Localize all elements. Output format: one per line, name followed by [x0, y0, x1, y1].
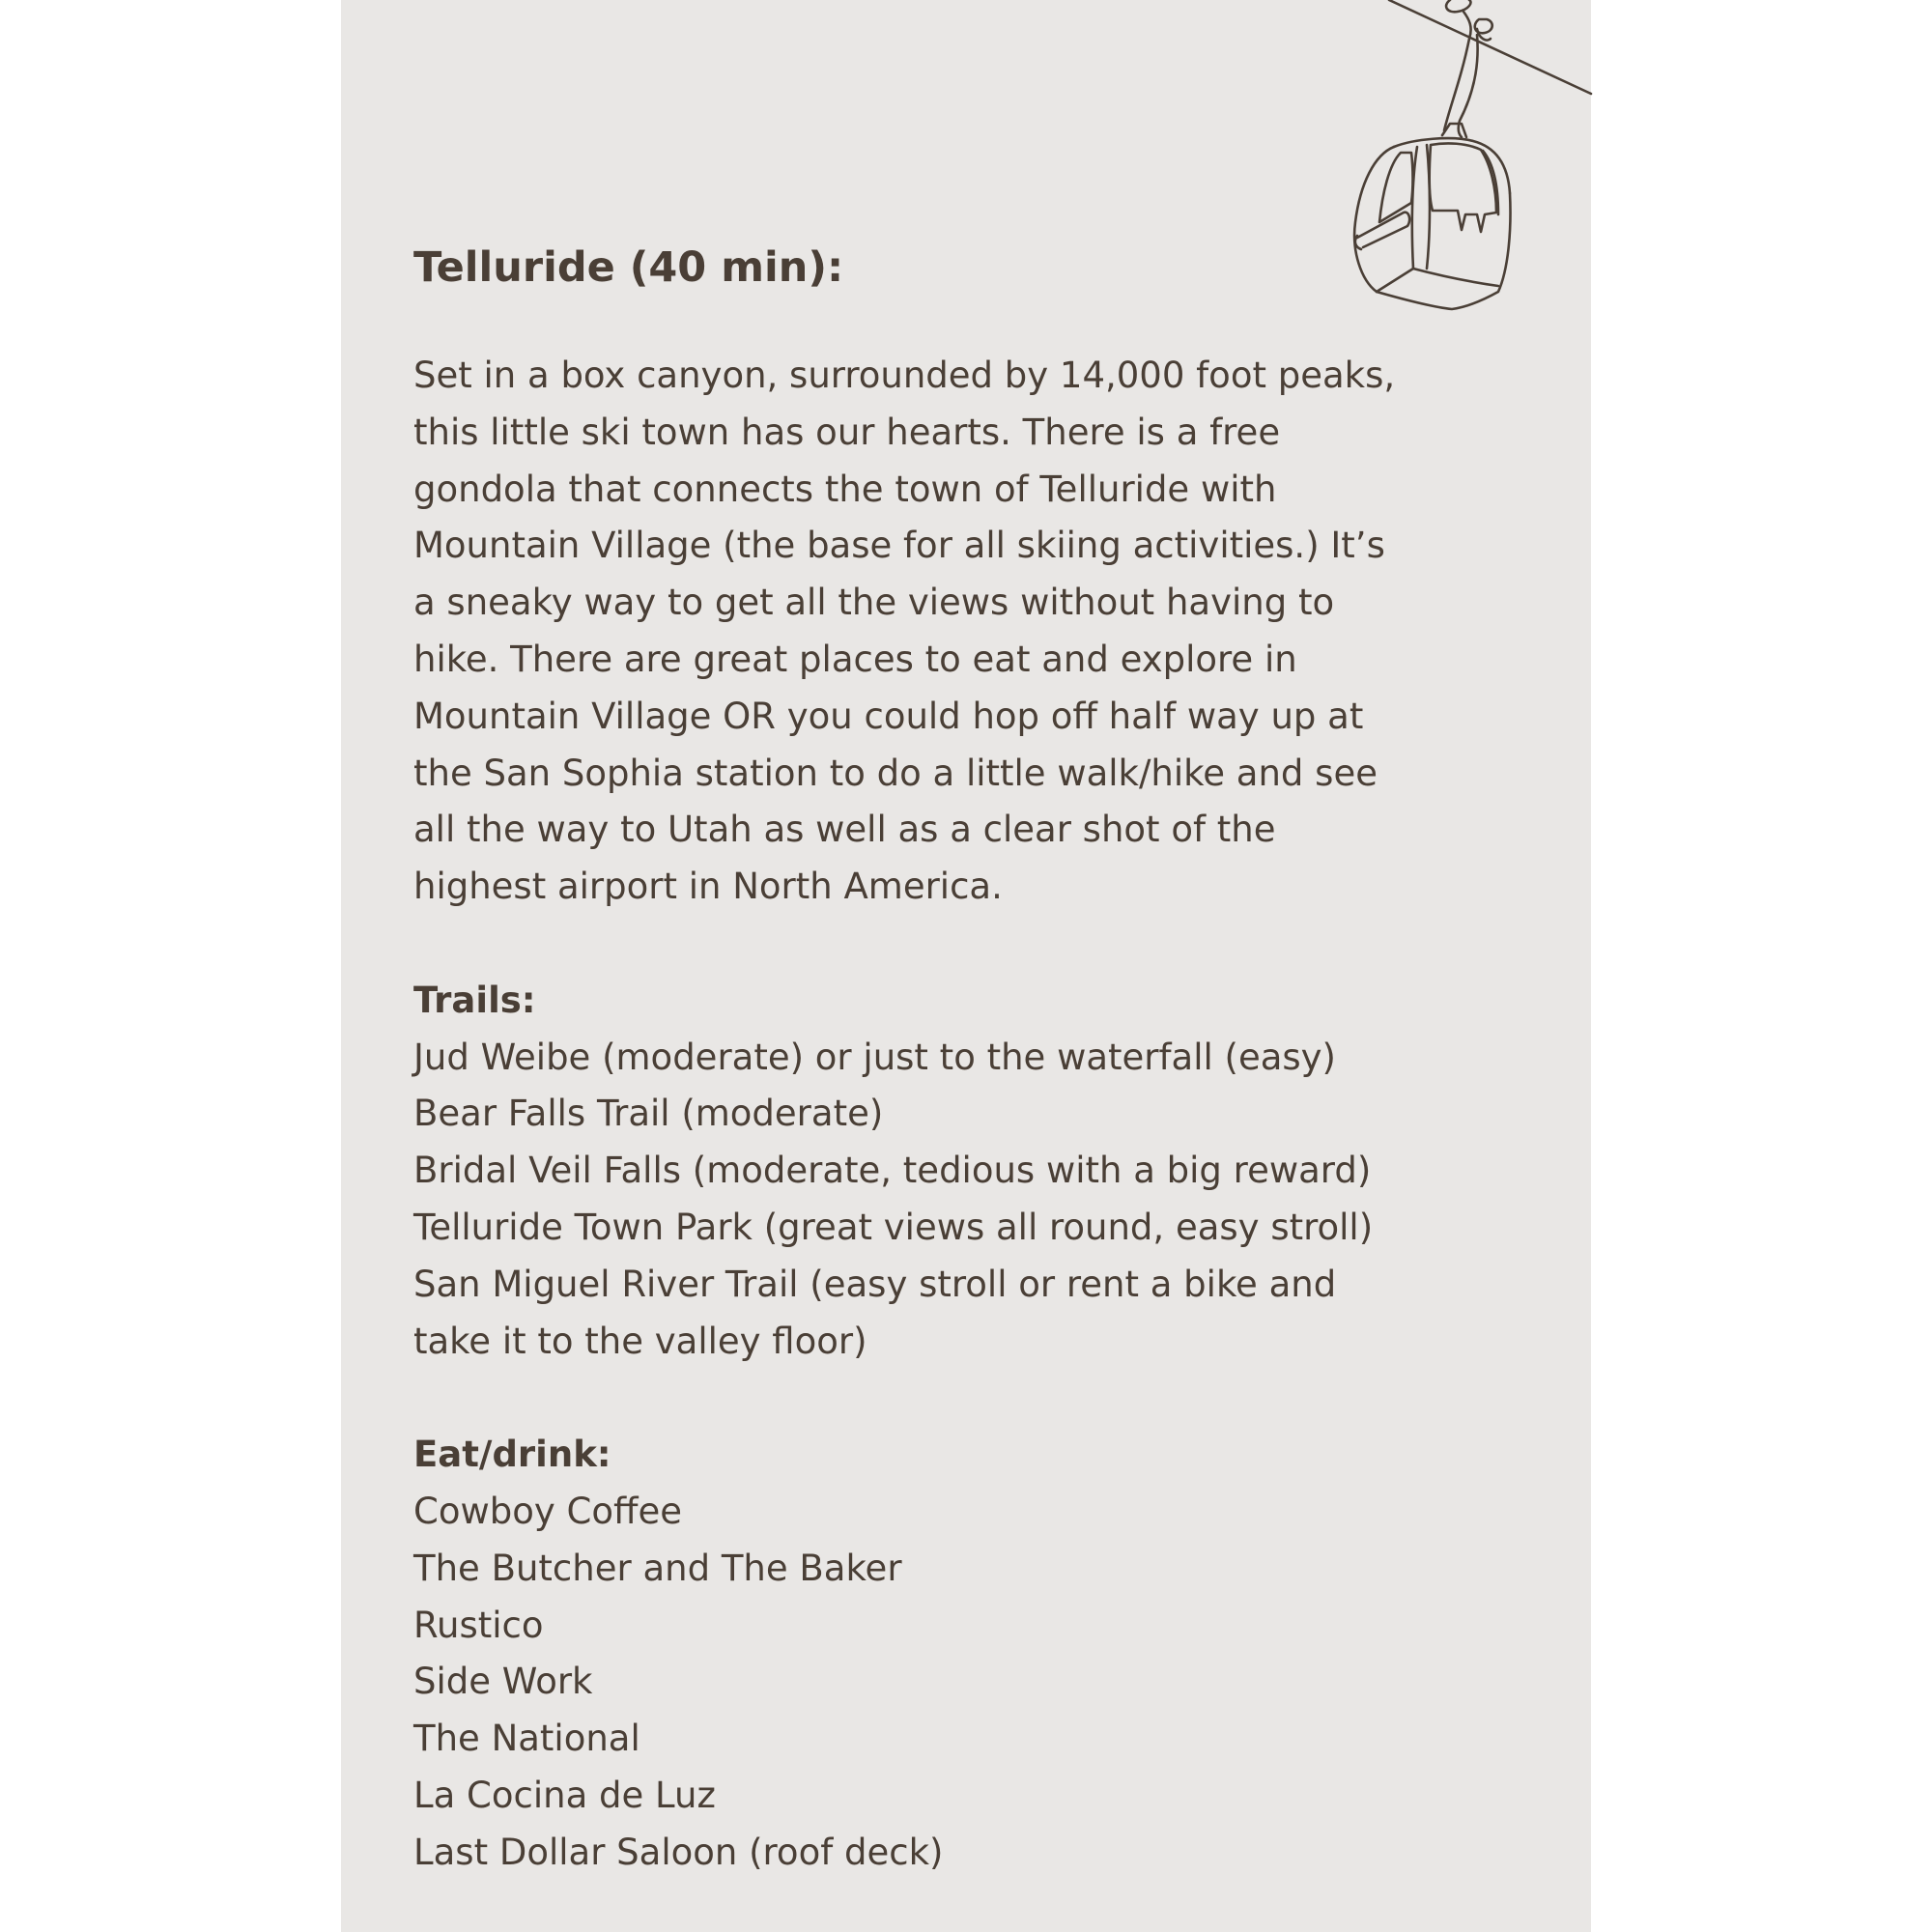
trail-item: Bridal Veil Falls (moderate, tedious with a big reward): [413, 1150, 1372, 1192]
trails-heading: Trails:: [413, 979, 536, 1021]
eat-drink-section: [413, 1427, 1553, 1881]
restaurant-item: Side Work: [413, 1661, 593, 1703]
description-line: a sneaky way to get all the views without having to: [413, 582, 1335, 624]
restaurant-item: Cowboy Coffee: [413, 1490, 683, 1532]
article: [413, 240, 1553, 1882]
restaurant-item: Rustico: [413, 1604, 544, 1646]
page-title: Telluride (40 min):: [413, 243, 844, 292]
trail-item: San Miguel River Trail (easy stroll or rent a bike and: [413, 1263, 1337, 1305]
trail-item: take it to the valley floor): [413, 1320, 867, 1362]
eat-drink-heading: Eat/drink:: [413, 1434, 611, 1476]
description-line: Mountain Village (the base for all skiing activities.) It’s: [413, 525, 1385, 567]
description-line: Set in a box canyon, surrounded by 14,000 foot peaks,: [413, 355, 1396, 396]
description-line: this little ski town has our hearts. There is a free: [413, 411, 1281, 453]
description-paragraph: [413, 348, 1553, 916]
description-line: all the way to Utah as well as a clear shot of the: [413, 809, 1276, 851]
description-line: hike. There are great places to eat and explore in: [413, 638, 1297, 680]
cable-line: [1389, 0, 1591, 94]
trail-item: Bear Falls Trail (moderate): [413, 1093, 884, 1135]
trail-item: Telluride Town Park (great views all round, easy stroll): [413, 1206, 1374, 1248]
description-line: the San Sophia station to do a little walk/hike and see: [413, 752, 1378, 794]
trail-item: Jud Weibe (moderate) or just to the waterfall (easy): [413, 1036, 1336, 1078]
restaurant-item: Last Dollar Saloon (roof deck): [413, 1831, 944, 1873]
content-panel: [341, 0, 1591, 1932]
description-line: highest airport in North America.: [413, 866, 1003, 908]
description-line: gondola that connects the town of Telluride with: [413, 468, 1277, 510]
trails-section: [413, 973, 1553, 1371]
restaurant-item: La Cocina de Luz: [413, 1774, 716, 1816]
description-line: Mountain Village OR you could hop off half way up at: [413, 695, 1364, 737]
restaurant-item: The National: [413, 1718, 640, 1760]
restaurant-item: The Butcher and The Baker: [413, 1547, 902, 1589]
